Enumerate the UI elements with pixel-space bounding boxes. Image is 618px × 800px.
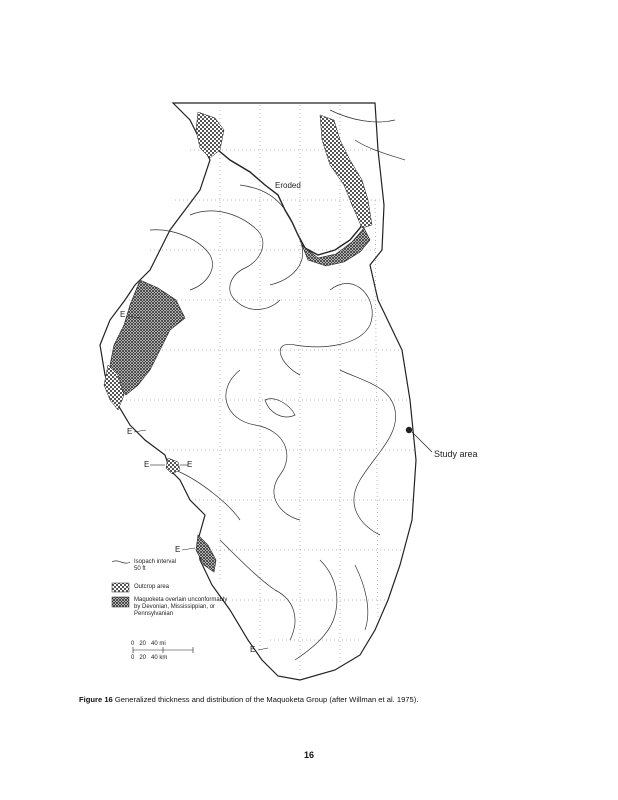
caption-text: Generalized thickness and distribution of the Maquoketa Group (after Willman et al. 1975). xyxy=(114,695,419,704)
outcrop-calhoun xyxy=(166,458,180,474)
eroded-label: Eroded xyxy=(275,181,301,190)
outcrop-northeast xyxy=(320,115,372,228)
outcrop-marker-label: E xyxy=(127,427,133,436)
outcrop-marker-label: E xyxy=(144,460,150,469)
study-area-marker xyxy=(406,427,412,433)
figure-caption xyxy=(79,695,418,704)
scale-bar-miles: 0 20 40 mi xyxy=(131,641,166,647)
maquoketa-overlain-north xyxy=(302,228,370,266)
maquoketa-overlain-west xyxy=(110,280,185,395)
legend-maquoketa: Maquoketa overlain unconformably by Devonian, Mississippian, or Pennsylvanian xyxy=(134,597,228,617)
page-number: 16 xyxy=(303,750,314,760)
study-area-label: Study area xyxy=(434,449,478,459)
scale-bar-km: 0 20 40 km xyxy=(131,655,168,661)
figure-label: Figure 16 xyxy=(79,695,113,704)
isopach-contours xyxy=(150,110,405,660)
legend-isopach: Isopach interval 50 ft xyxy=(134,559,177,572)
outcrop-marker-label: E xyxy=(175,545,181,554)
outcrop-marker-label: E xyxy=(250,645,256,654)
outcrop-marker-label: E xyxy=(187,460,193,469)
legend-outcrop: Outcrop area xyxy=(134,584,170,590)
maquoketa-overlain-south xyxy=(196,535,216,572)
outcrop-marker-label: E xyxy=(120,310,126,319)
